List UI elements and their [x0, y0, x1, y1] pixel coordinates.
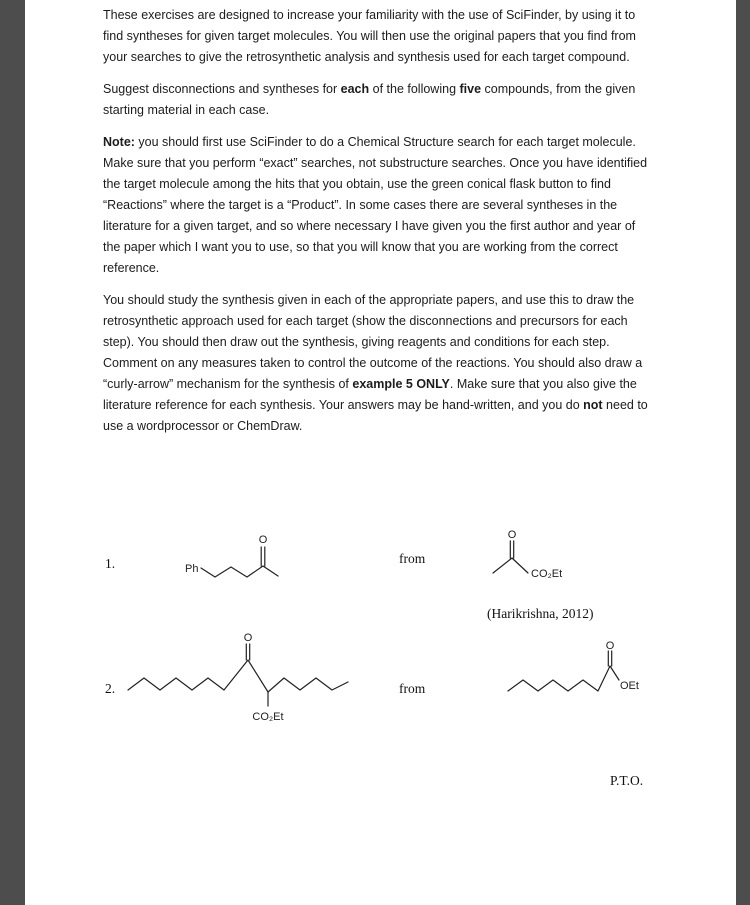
- exercise-2-from-label: from: [399, 681, 426, 696]
- bond-to-ester: [610, 666, 619, 680]
- bond-chain: [508, 666, 610, 691]
- exercise-1-number: 1.: [105, 556, 116, 571]
- oxygen-label: O: [258, 534, 268, 546]
- structure-2-start: [503, 640, 663, 705]
- ester-label: CO₂Et: [531, 568, 563, 580]
- paragraph-note: Note: you should first use SciFinder to do a Chemical Structure search for each target molecule. Make sure that you perform “exact” searches, not substructure searches. Once you have identified the target molecule among the hits that you obtain, use the green conical flask button to find “Reactions” where the target is a “Product”. In some cases there are several syntheses in the literature for a given target, and so where necessary I have given you the first author and year of the paper which I want you to use, so that you will know that you are working from the correct reference.: [103, 135, 648, 275]
- phenyl-label: Ph: [185, 563, 199, 575]
- structure-1-start: [470, 528, 610, 590]
- pto-footer: P.T.O.: [610, 773, 644, 788]
- structure-2-target: [120, 630, 370, 730]
- oxygen-label: O: [243, 632, 253, 644]
- paragraph-intro: These exercises are designed to increase your familiarity with the use of SciFinder, by using it to find syntheses for given target molecules. You will then use the original papers that you find from your searches to give the retrosynthetic analysis and synthesis used for each target compound.: [103, 8, 636, 64]
- exercise-1-reference: (Harikrishna, 2012): [487, 606, 594, 621]
- exercise-2-number: 2.: [105, 681, 116, 696]
- bond-chain: [268, 678, 348, 692]
- bond-chain: [201, 566, 278, 577]
- ester-label: CO₂Et: [252, 711, 284, 723]
- bond-chain: [128, 660, 268, 692]
- oxygen-label: O: [605, 640, 615, 652]
- paragraph-instructions: You should study the synthesis given in each of the appropriate papers, and use this to draw the retrosynthetic approach used for each target (show the disconnections and precursors for each step). You should then draw out the synthesis, giving reagents and conditions for each step. Comment on any measures taken to control the outcome of the reactions. You should also draw a “curly-arrow” mechanism for the synthesis of example 5 ONLY. Make sure that you also give the literature reference for each synthesis. Your answers may be hand-written, and you do not need to use a wordprocessor or ChemDraw.: [103, 293, 648, 433]
- ester-label: OEt: [620, 680, 639, 692]
- structure-1-target: [183, 530, 333, 592]
- body-text: [103, 5, 651, 448]
- oxygen-label: O: [507, 529, 517, 541]
- document-page: [25, 0, 736, 905]
- bond-chain: [493, 558, 528, 573]
- exercise-1-from-label: from: [399, 551, 426, 566]
- paragraph-task: Suggest disconnections and syntheses for each of the following five compounds, from the given starting material in each case.: [103, 82, 636, 117]
